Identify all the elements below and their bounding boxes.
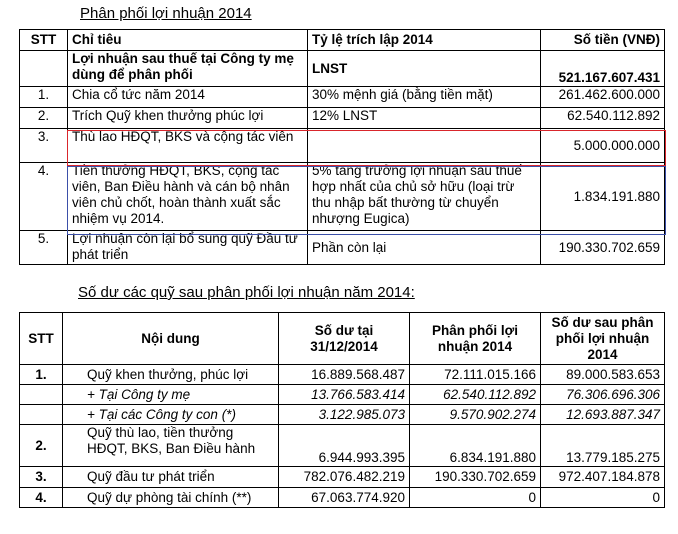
row-balance: 16.889.568.487 [279, 365, 410, 385]
row-item: Thù lao HĐQT, BKS và cộng tác viên [68, 129, 308, 163]
table-row [20, 231, 665, 265]
row-stt: 1. [20, 365, 63, 385]
row-amount: 5.000.000.000 [541, 129, 665, 163]
row-item: Quỹ đầu tư phát triển [63, 467, 279, 488]
row-item: Trích Quỹ khen thưởng phúc lợi [68, 108, 308, 129]
row-balance: 6.944.993.395 [279, 425, 410, 467]
table-row [20, 51, 665, 87]
row-after: 12.693.887.347 [541, 405, 665, 425]
row-rate: 30% mệnh giá (bằng tiền mặt) [308, 87, 541, 108]
row-after: 0 [541, 488, 665, 508]
row-item: Quỹ thù lao, tiền thưởng HĐQT, BKS, Ban Điều hành [63, 425, 279, 467]
row-item: Chia cổ tức năm 2014 [68, 87, 308, 108]
row-distribution: 72.111.015.166 [410, 365, 541, 385]
header-stt: STT [20, 313, 63, 365]
row-item: Quỹ dự phòng tài chính (**) [63, 488, 279, 508]
row-distribution: 62.540.112.892 [410, 385, 541, 405]
header-item: Chỉ tiêu [68, 30, 308, 51]
base-row-item: Lợi nhuận sau thuế tại Công ty mẹ dùng để phân phối [68, 51, 308, 87]
row-stt: 4. [20, 163, 68, 231]
row-rate: 12% LNST [308, 108, 541, 129]
table-row [20, 87, 665, 108]
row-stt: 4. [20, 488, 63, 508]
row-distribution: 190.330.702.659 [410, 467, 541, 488]
table2-title: Số dư các quỹ sau phân phối lợi nhuận năm 2014: [78, 284, 415, 301]
row-amount: 62.540.112.892 [541, 108, 665, 129]
header-balance: Số dư tại 31/12/2014 [279, 313, 410, 365]
row-stt: 3. [20, 129, 68, 163]
row-item: Quỹ khen thưởng, phúc lợi [63, 365, 279, 385]
row-balance: 13.766.583.414 [279, 385, 410, 405]
row-stt: 3. [20, 467, 63, 488]
row-rate: 5% tăng trưởng lợi nhuận sau thuế hợp nhất của chủ sở hữu (loại trừ thu nhập bất thường từ chuyển nhượng Eugica) [308, 163, 541, 231]
table-row [20, 129, 665, 163]
base-row-amount: 521.167.607.431 [541, 51, 665, 87]
header-item: Nội dung [63, 313, 279, 365]
row-stt: 1. [20, 87, 68, 108]
table-row [20, 488, 665, 508]
row-item: Lợi nhuận còn lại bổ sung quỹ Đầu tư phát triển [68, 231, 308, 265]
table1-header-row [20, 30, 665, 51]
row-amount: 261.462.600.000 [541, 87, 665, 108]
table-row [20, 405, 665, 425]
table1-title: Phân phối lợi nhuận 2014 [80, 5, 252, 22]
table-row [20, 365, 665, 385]
row-amount: 1.834.191.880 [541, 163, 665, 231]
row-item: Tiền thưởng HĐQT, BKS, cộng tác viên, Ban Điều hành và cán bộ nhân viên chủ chốt, hoàn thành xuất sắc nhiệm vụ 2014. [68, 163, 308, 231]
row-balance: 67.063.774.920 [279, 488, 410, 508]
base-row-rate: LNST [308, 51, 541, 87]
table-row [20, 467, 665, 488]
profit-distribution-table [19, 29, 665, 265]
table-row [20, 108, 665, 129]
row-stt: 5. [20, 231, 68, 265]
row-balance: 3.122.985.073 [279, 405, 410, 425]
row-after: 76.306.696.306 [541, 385, 665, 405]
row-distribution: 6.834.191.880 [410, 425, 541, 467]
header-amount: Số tiền (VNĐ) [541, 30, 665, 51]
table2-header-row [20, 313, 665, 365]
row-after: 13.779.185.275 [541, 425, 665, 467]
fund-balance-table [19, 312, 665, 508]
row-stt [20, 385, 63, 405]
row-distribution: 9.570.902.274 [410, 405, 541, 425]
row-after: 972.407.184.878 [541, 467, 665, 488]
row-item: + Tại Công ty mẹ [63, 385, 279, 405]
table-row [20, 425, 665, 467]
row-balance: 782.076.482.219 [279, 467, 410, 488]
row-rate: Phần còn lại [308, 231, 541, 265]
table-row [20, 163, 665, 231]
header-distribution: Phân phối lợi nhuận 2014 [410, 313, 541, 365]
table-row [20, 385, 665, 405]
row-stt: 2. [20, 108, 68, 129]
row-rate [308, 129, 541, 163]
header-rate: Tỷ lệ trích lập 2014 [308, 30, 541, 51]
row-stt [20, 405, 63, 425]
row-distribution: 0 [410, 488, 541, 508]
row-after: 89.000.583.653 [541, 365, 665, 385]
header-after: Số dư sau phân phối lợi nhuận 2014 [541, 313, 665, 365]
row-stt: 2. [20, 425, 63, 467]
header-stt: STT [20, 30, 68, 51]
row-amount: 190.330.702.659 [541, 231, 665, 265]
row-item: + Tại các Công ty con (*) [63, 405, 279, 425]
